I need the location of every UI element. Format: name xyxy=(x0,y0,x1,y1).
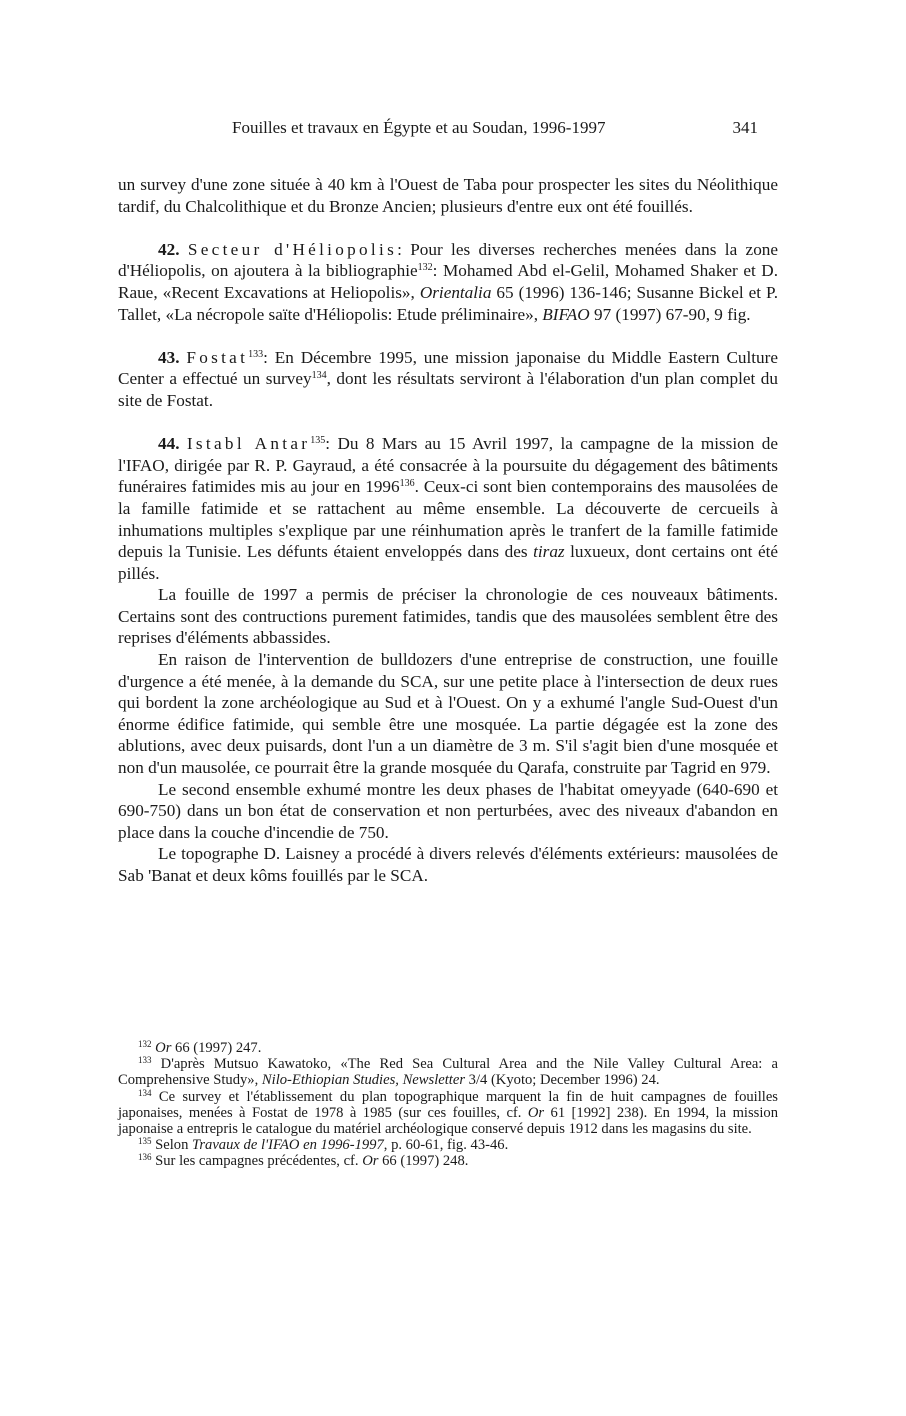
text-run: Sur les campagnes précédentes, cf. xyxy=(151,1153,363,1170)
paragraph: Le topographe D. Laisney a procédé à divers relevés d'éléments extérieurs: mausolées de Sab 'Banat et deux kôms fouillés par le SCA. xyxy=(118,844,778,885)
text-run: luxueux, dont certains ont été pillés. xyxy=(118,542,778,583)
section-heading: Istabl Antar xyxy=(186,434,311,454)
paragraph-continued: un survey d'une zone située à 40 km à l'Ouest de Taba pour prospecter les sites du Néolithique tardif, du Chalcolithique et du Bronze Ancien; plusieurs d'entre eux ont été fouillés. xyxy=(118,175,778,216)
footnote-135 xyxy=(118,1137,778,1153)
section-43 xyxy=(118,347,778,412)
text-run: 65 (1996) 136-146; Susanne Bickel et P. Tallet, «La nécropole saïte d'Héliopolis: Etude préliminaire», xyxy=(118,282,778,324)
text-run: , p. 60-61, fig. 43-46. xyxy=(383,1137,509,1154)
section-44 xyxy=(118,433,778,584)
text-run: 3/4 (Kyoto; December 1996) 24. xyxy=(465,1072,660,1089)
text-run: : En Décembre 1995, une mission japonaise du Middle Eastern Culture Center a effectué un survey xyxy=(118,347,778,389)
footnote-ref: 133 xyxy=(248,348,264,360)
text-run: 61 [1992] 238). En 1994, la mission japonaise a entrepris le catalogue du matériel archéologique conservé depuis 1912 dans les magasins du site. xyxy=(118,1104,778,1138)
paragraph: Le second ensemble exhumé montre les deux phases de l'habitat omeyyade (640-690 et 690-750) dans un bon état de conservation et non perturbées, avec des niveaux d'abandon en place dans la couche d'incendie de 750. xyxy=(118,779,778,842)
running-title: Fouilles et travaux en Égypte et au Soudan, 1996-1997 xyxy=(232,118,606,137)
section-heading: Fostat xyxy=(186,347,249,367)
section-heading: Secteur d'Héliopolis xyxy=(187,239,398,259)
footnote-ref: 132 xyxy=(417,262,433,274)
footnote-134 xyxy=(118,1089,778,1138)
italic-text: Nilo-Ethiopian Studies, Newsletter xyxy=(261,1072,465,1089)
italic-text: Travaux de l'IFAO en 1996-1997 xyxy=(192,1137,384,1154)
footnote-ref: 136 xyxy=(399,478,415,490)
section-number: 44. xyxy=(158,434,180,454)
footnote-136 xyxy=(118,1153,778,1169)
text-run: : Du 8 Mars au 15 Avril 1997, la campagne de la mission de l'IFAO, dirigée par R. P. Gayraud, a été consacrée à la poursuite du dégagement des bâtiments funéraires fatimides mis au jour en 1996 xyxy=(118,434,778,497)
footnote-133 xyxy=(118,1056,778,1088)
main-text xyxy=(118,174,778,887)
running-head xyxy=(118,118,758,140)
page-number: 341 xyxy=(732,118,758,137)
footnote-ref: 134 xyxy=(311,370,327,382)
italic-text: Or xyxy=(527,1104,545,1121)
italic-text: Or xyxy=(362,1153,379,1170)
text-run: 97 (1997) 67-90, 9 fig. xyxy=(589,304,751,324)
text-run: Ce survey et l'établissement du plan topographique marquent la fin de huit campagnes de fouilles japonaises, menées à Fostat de 1978 à 1985 (sur ces fouilles, cf. xyxy=(118,1088,778,1121)
footnotes xyxy=(118,1040,778,1170)
text-run: D'après Mutsuo Kawatoko, «The Red Sea Cultural Area and the Nile Valley Cultural Area: a Comprehensive Study», xyxy=(118,1056,778,1089)
italic-text: Or xyxy=(155,1040,172,1056)
text-run: Selon xyxy=(151,1137,193,1154)
footnote-ref: 135 xyxy=(310,435,326,447)
text-run: : Pour les diverses recherches menées dans la zone d'Héliopolis, on ajoutera à la bibliographie xyxy=(118,239,779,281)
footnote-132 xyxy=(118,1040,778,1056)
text-run: 66 (1997) 248. xyxy=(378,1153,469,1170)
italic-text: Orientalia xyxy=(419,282,492,302)
section-42 xyxy=(118,239,778,325)
text-run: 66 (1997) 247. xyxy=(171,1040,262,1056)
section-number: 42. xyxy=(158,239,180,259)
footnote-number: 133 xyxy=(138,1055,152,1066)
italic-text: BIFAO xyxy=(542,304,590,324)
footnote-number: 135 xyxy=(138,1136,152,1147)
paragraph: La fouille de 1997 a permis de préciser la chronologie de ces nouveaux bâtiments. Certains sont des contructions purement fatimides, tandis que des mausolées semblent être des reprises d'éléments abbassides. xyxy=(118,585,778,648)
text-run: : Mohamed Abd el-Gelil, Mohamed Shaker et D. Raue, «Recent Excavations at Heliopolis», xyxy=(118,261,778,302)
text-run: . Ceux-ci sont bien contemporains des mausolées de la famille fatimide et se rattachent au même ensemble. La découverte de cercueils à inhumations multiples s'explique par une réinhumation après le tranfert de la famille fatimide depuis la Tunisie. Les défunts étaient enveloppés dans des xyxy=(118,477,778,562)
italic-text: tiraz xyxy=(533,542,565,562)
paragraph: En raison de l'intervention de bulldozers d'une entreprise de construction, une fouille d'urgence a été menée, à la demande du SCA, sur une petite place à l'intersection de deux rues qui bordent la zone archéologique au Sud et à l'Ouest. On y a exhumé l'angle Sud-Ouest d'un énorme édifice fatimide, qui semble être une mosquée. La partie dégagée est la zone des ablutions, avec deux puisards, dont l'un a un diamètre de 3 m. S'il s'agit bien d'une mosquée et non d'un mausolée, ce pourrait être la grande mosquée du Qarafa, construite par Tagrid en 979. xyxy=(118,650,778,778)
footnote-number: 132 xyxy=(138,1039,152,1049)
text-run: , dont les résultats serviront à l'élaboration d'un plan complet du site de Fostat. xyxy=(118,369,778,410)
footnote-number: 136 xyxy=(138,1152,152,1163)
section-number: 43. xyxy=(158,347,180,367)
footnote-number: 134 xyxy=(138,1087,152,1098)
